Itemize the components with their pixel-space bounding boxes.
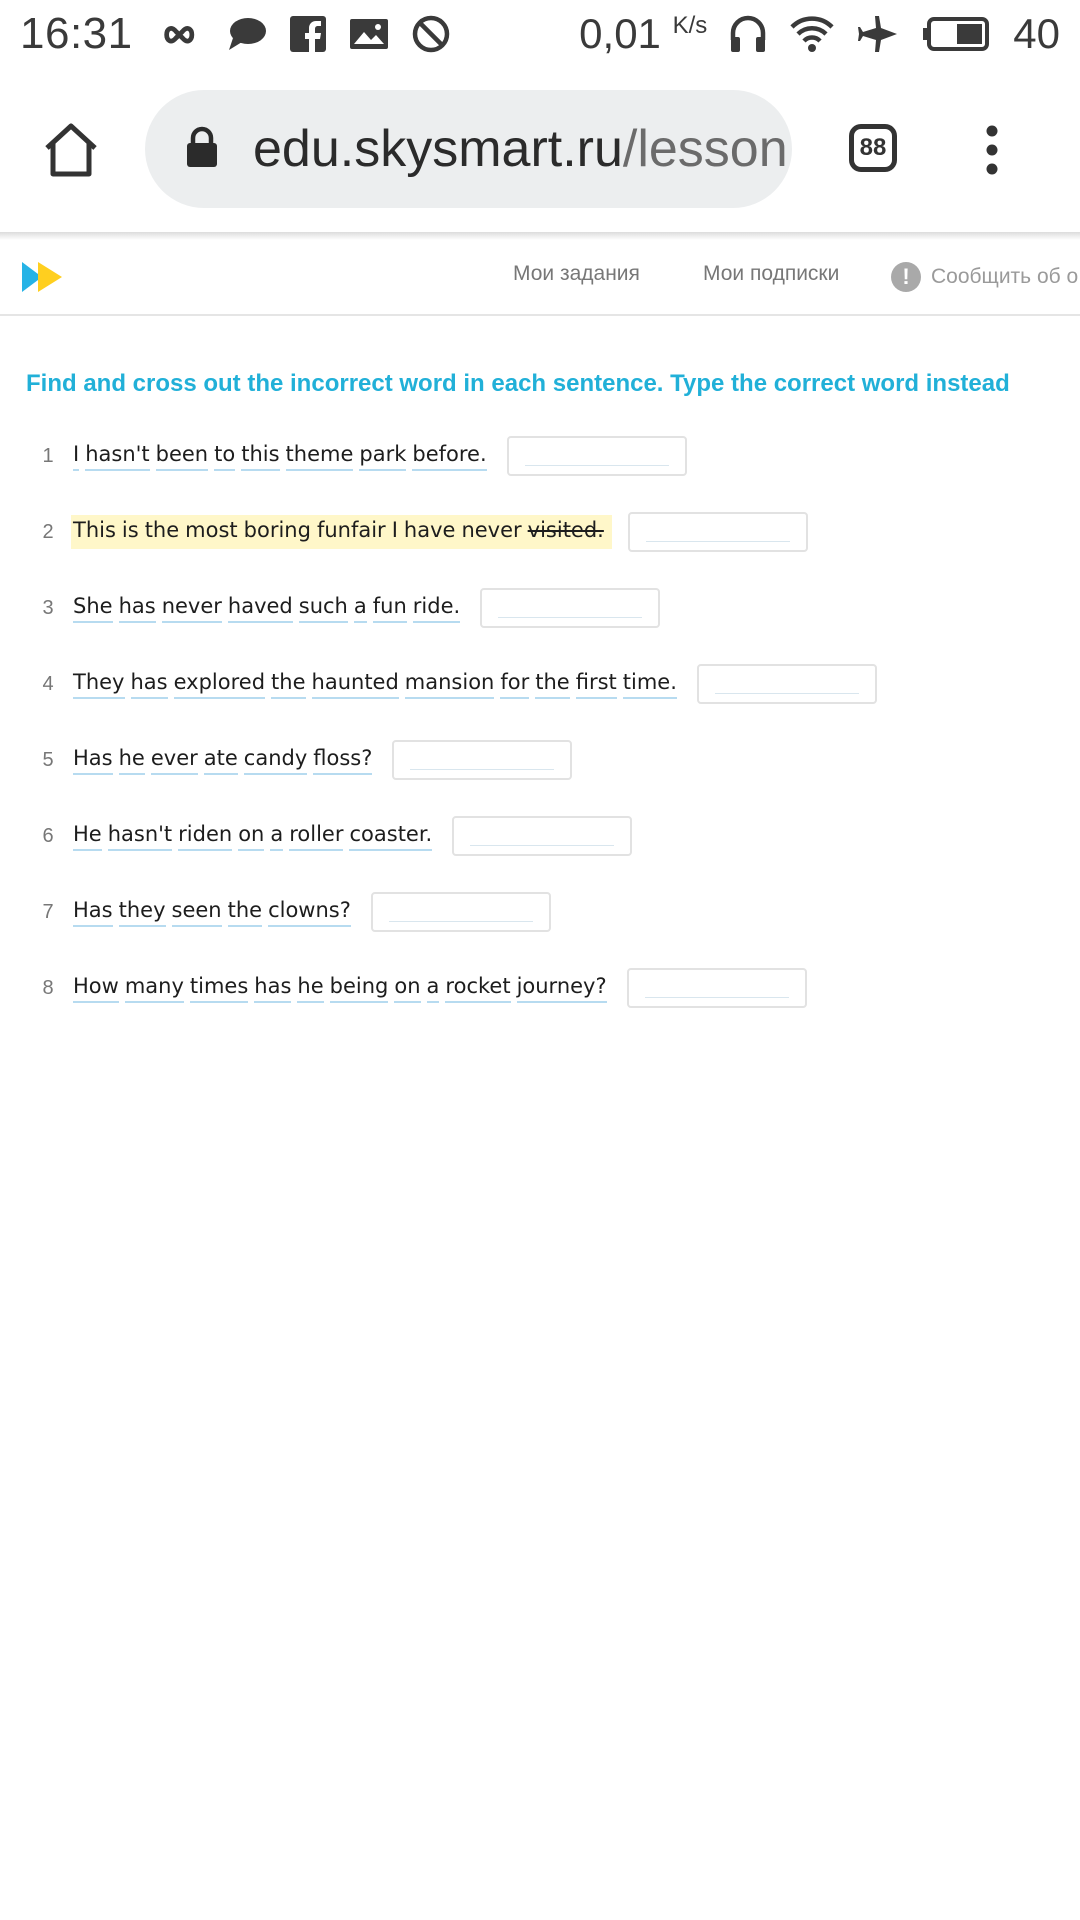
- sentence-word[interactable]: Has: [73, 897, 113, 927]
- sentence-word[interactable]: haved: [228, 593, 293, 623]
- url-path: /lesson: [622, 120, 788, 178]
- answer-field[interactable]: [371, 892, 551, 932]
- sentence-word[interactable]: the: [535, 669, 569, 699]
- answer-input[interactable]: [373, 894, 549, 930]
- sentence-word[interactable]: seen: [172, 897, 222, 927]
- sentence-word[interactable]: Has: [73, 745, 113, 775]
- address-bar[interactable]: [145, 90, 792, 208]
- sentence-word[interactable]: She: [73, 593, 113, 623]
- sentence-word[interactable]: being: [330, 973, 389, 1003]
- chat-bubble-icon: [227, 16, 267, 52]
- nav-my-subscriptions[interactable]: Мои подписки: [703, 262, 840, 285]
- sentence-word[interactable]: has: [119, 593, 156, 623]
- sentence-word[interactable]: on: [394, 973, 420, 1003]
- answer-field[interactable]: [627, 968, 807, 1008]
- row-number: 7: [42, 900, 54, 923]
- sentence-word[interactable]: never: [162, 593, 222, 623]
- net-speed: 0,01 $^{K/s}$: [579, 10, 708, 57]
- sentence-word[interactable]: How: [73, 973, 119, 1003]
- row-number: 4: [42, 672, 54, 695]
- row-number: 2: [42, 520, 54, 543]
- answer-input[interactable]: [699, 666, 875, 702]
- answer-field[interactable]: [507, 436, 687, 476]
- home-icon[interactable]: [42, 122, 100, 183]
- warning-icon: !: [891, 262, 921, 292]
- sentence: [71, 515, 612, 549]
- sentence-word[interactable]: roller: [289, 821, 343, 851]
- sentence-word[interactable]: candy: [244, 745, 307, 775]
- sentence-word[interactable]: mansion: [405, 669, 495, 699]
- sentence-word[interactable]: I: [73, 441, 79, 471]
- sentence-word[interactable]: been: [156, 441, 208, 471]
- sentence-word[interactable]: rocket: [445, 973, 510, 1003]
- infinity-icon: [155, 19, 205, 49]
- sentence-word[interactable]: he: [119, 745, 145, 775]
- sentence-word[interactable]: a: [270, 821, 283, 851]
- browser-toolbar: [0, 90, 1080, 210]
- sentence-word[interactable]: the: [144, 518, 180, 542]
- sentence-word[interactable]: before.: [412, 441, 486, 471]
- battery-level: 40: [1013, 10, 1060, 57]
- block-icon: [411, 14, 451, 54]
- sentence: [73, 441, 493, 471]
- sentence: [73, 669, 683, 699]
- battery-icon: [921, 16, 991, 52]
- exercise-instruction: Find and cross out the incorrect word in each sentence. Type the correct word instead: [26, 370, 1010, 397]
- status-bar: [0, 0, 1080, 68]
- sentence-word[interactable]: a: [354, 593, 367, 623]
- headphones-icon: [729, 14, 767, 54]
- sentence-word[interactable]: has: [254, 973, 291, 1003]
- wifi-icon: [789, 14, 835, 54]
- sentence-word[interactable]: for: [500, 669, 529, 699]
- facebook-icon: [289, 15, 327, 53]
- sentence: [73, 745, 378, 775]
- sentence-word[interactable]: I: [391, 518, 398, 542]
- sentence-word[interactable]: riden: [178, 821, 232, 851]
- sentence-word[interactable]: such: [299, 593, 348, 623]
- sentence-word[interactable]: to: [214, 441, 235, 471]
- sentence: [73, 821, 438, 851]
- answer-input[interactable]: [482, 590, 658, 626]
- sentence-word[interactable]: ride.: [413, 593, 460, 623]
- sentence-word[interactable]: he: [297, 973, 323, 1003]
- sentence-word[interactable]: have: [403, 518, 456, 542]
- nav-my-tasks[interactable]: Мои задания: [513, 262, 640, 285]
- answer-field[interactable]: [628, 512, 808, 552]
- sentence-word[interactable]: they: [119, 897, 166, 927]
- sentence-word[interactable]: first: [576, 669, 617, 699]
- answer-input[interactable]: [629, 970, 805, 1006]
- row-number: 8: [42, 976, 54, 999]
- skysmart-logo[interactable]: [20, 260, 64, 299]
- sentence-word[interactable]: theme: [286, 441, 354, 471]
- sentence-word[interactable]: explored: [174, 669, 265, 699]
- gallery-icon: [349, 16, 389, 52]
- answer-input[interactable]: [454, 818, 630, 854]
- url-host: edu.skysmart.ru: [253, 120, 623, 178]
- sentence-word[interactable]: floss?: [313, 745, 372, 775]
- sentence-word[interactable]: a: [427, 973, 440, 1003]
- row-number: 5: [42, 748, 54, 771]
- nav-report-label: Сообщить об о: [931, 265, 1079, 288]
- row-number: 1: [42, 444, 54, 467]
- sentence-word[interactable]: They: [73, 669, 125, 699]
- sentence-word[interactable]: this: [241, 441, 279, 471]
- sentence-word[interactable]: This: [73, 518, 116, 542]
- tab-switcher-button[interactable]: 88: [849, 124, 897, 172]
- sentence-word[interactable]: clowns?: [268, 897, 351, 927]
- sentence-word[interactable]: coaster.: [349, 821, 432, 851]
- sentence-word[interactable]: fun: [373, 593, 407, 623]
- sentence-word[interactable]: hasn't: [108, 821, 172, 851]
- sentence-word[interactable]: haunted: [312, 669, 399, 699]
- sentence-word[interactable]: He: [73, 821, 102, 851]
- sentence-word[interactable]: on: [238, 821, 264, 851]
- sentence-word[interactable]: ever: [151, 745, 198, 775]
- clock: 16:31: [20, 9, 133, 58]
- sentence-word[interactable]: is: [121, 518, 139, 542]
- more-menu-icon[interactable]: [985, 124, 999, 181]
- sentence-word[interactable]: visited.: [527, 518, 604, 542]
- sentence-word[interactable]: the: [228, 897, 262, 927]
- answer-field[interactable]: [452, 816, 632, 856]
- sentence-word[interactable]: park: [359, 441, 406, 471]
- sentence-word[interactable]: funfair: [316, 518, 386, 542]
- toolbar-shadow: [0, 232, 1080, 240]
- sentence: [73, 593, 466, 623]
- answer-field[interactable]: [480, 588, 660, 628]
- answer-field[interactable]: [697, 664, 877, 704]
- airplane-icon: [857, 14, 899, 54]
- answer-input[interactable]: [630, 514, 806, 550]
- sentence-word[interactable]: most: [185, 518, 238, 542]
- row-number: 6: [42, 824, 54, 847]
- sentence-word[interactable]: boring: [243, 518, 311, 542]
- nav-report-error[interactable]: [891, 262, 1078, 292]
- sentence-word[interactable]: many: [125, 973, 184, 1003]
- row-number: 3: [42, 596, 54, 619]
- site-nav: [0, 240, 1080, 316]
- sentence-word[interactable]: hasn't: [85, 441, 149, 471]
- sentence-word[interactable]: times: [190, 973, 248, 1003]
- sentence-word[interactable]: time.: [623, 669, 677, 699]
- answer-field[interactable]: [392, 740, 572, 780]
- lock-icon: [185, 126, 219, 173]
- sentence-word[interactable]: ate: [204, 745, 238, 775]
- sentence: [73, 973, 613, 1003]
- sentence: [73, 897, 357, 927]
- sentence-word[interactable]: journey?: [517, 973, 607, 1003]
- answer-input[interactable]: [509, 438, 685, 474]
- sentence-word[interactable]: the: [271, 669, 305, 699]
- sentence-word[interactable]: never: [461, 518, 522, 542]
- sentence-word[interactable]: has: [131, 669, 168, 699]
- answer-input[interactable]: [394, 742, 570, 778]
